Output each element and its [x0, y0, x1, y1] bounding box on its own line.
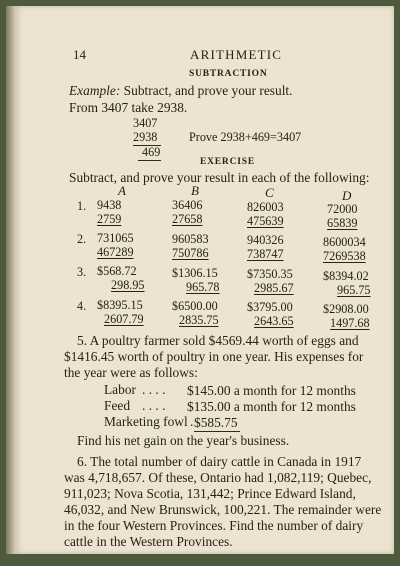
example-minuend: 3407: [133, 116, 158, 130]
expense-amount-labor: $145.00 a month for 12 months: [187, 383, 356, 398]
row4-b-bottom: 2835.75: [179, 313, 219, 327]
running-head: ARITHMETIC: [190, 47, 283, 62]
expense-total-rule: [194, 431, 240, 432]
row3-c-top: $7350.35: [247, 267, 293, 281]
column-header-a: A: [118, 183, 126, 198]
row2-a-top: 731065: [97, 231, 134, 245]
example-text: Subtract, and prove your result.: [123, 83, 293, 98]
exercise-instruction: Subtract, and prove your result in each of the following:: [69, 170, 370, 185]
row2-d-bottom: 7269538: [323, 249, 366, 263]
row1-b-top: 36406: [172, 198, 203, 212]
row3-a-bottom: 298.95: [111, 278, 145, 292]
row4-b-top: $6500.00: [172, 299, 218, 313]
row-label-3: 3.: [77, 265, 87, 279]
row3-b-top: $1306.15: [172, 266, 218, 280]
row1-c-top: 826003: [247, 200, 284, 214]
problem6-line-6: cattle in the Western Provinces.: [64, 534, 233, 549]
problem6-line-3: 911,023; Nova Scotia, 131,442; Prince Edward Island,: [64, 486, 356, 501]
example-proof: Prove 2938+469=3407: [189, 130, 302, 144]
example-line-2: From 3407 take 2938.: [69, 100, 188, 115]
problem5-closing: Find his net gain on the year's business.: [77, 433, 290, 448]
row3-d-bottom: 965.75: [337, 283, 371, 297]
column-header-d: D: [342, 188, 352, 203]
exercise-heading: EXERCISE: [200, 157, 255, 167]
expense-item-labor: Labor: [104, 382, 136, 397]
row3-b-bottom: 965.78: [186, 280, 220, 294]
example-line: [69, 83, 293, 99]
row3-c-bottom: 2985.67: [254, 281, 294, 295]
row1-a-bottom: 2759: [97, 212, 122, 226]
column-header-b: B: [191, 183, 199, 198]
row-label-1: 1.: [77, 199, 87, 213]
example-rule-2: [138, 160, 161, 161]
row4-a-bottom: 2607.79: [104, 312, 144, 326]
expense-item-marketing: Marketing fowl: [104, 414, 188, 429]
expense-dots-feed: . . . .: [142, 398, 166, 413]
example-subtrahend: 2938: [133, 130, 158, 144]
row4-d-top: $2908.00: [323, 302, 369, 316]
problem5-line-1: 5. A poultry farmer sold $4569.44 worth of eggs and: [77, 333, 359, 348]
row4-c-bottom: 2643.65: [254, 314, 294, 328]
problem6-line-4: 46,032, and New Brunswick, 100,221. The remainder were: [64, 502, 382, 517]
row1-d-bottom: 65839: [327, 216, 358, 230]
row4-c-top: $3795.00: [247, 300, 293, 314]
expense-dots-marketing: .: [190, 414, 194, 429]
row1-b-bottom: 27658: [172, 212, 203, 226]
expense-dots-labor: . . . .: [142, 382, 166, 397]
expense-amount-feed: $135.00 a month for 12 months: [187, 399, 356, 414]
problem6-line-5: in the four Western Provinces. Find the number of dairy: [64, 518, 364, 533]
row4-d-bottom: 1497.68: [330, 316, 370, 330]
row2-a-bottom: 467289: [97, 245, 134, 259]
row2-b-bottom: 750786: [172, 246, 209, 260]
row1-c-bottom: 475639: [247, 214, 284, 228]
row2-b-top: 960583: [172, 232, 209, 246]
expense-amount-marketing: $585.75: [194, 415, 238, 430]
section-heading: SUBTRACTION: [189, 69, 268, 79]
problem6-line-2: was 4,718,657. Of these, Ontario had 1,082,119; Quebec,: [64, 470, 372, 485]
problem5-line-2: $1416.45 worth of poultry in one year. His expenses for: [64, 349, 364, 364]
page-number: 14: [73, 47, 86, 62]
row-label-2: 2.: [77, 232, 87, 246]
row2-c-top: 940326: [247, 233, 284, 247]
expense-item-feed: Feed: [104, 398, 131, 413]
example-label: Example:: [69, 83, 121, 98]
column-header-c: C: [265, 185, 274, 200]
row3-d-top: $8394.02: [323, 269, 369, 283]
problem5-line-3: the year were as follows:: [64, 365, 198, 380]
example-difference: 469: [142, 145, 161, 159]
row1-a-top: 9438: [97, 198, 122, 212]
row3-a-top: $568.72: [97, 264, 137, 278]
book-page: [14, 6, 394, 554]
row2-d-top: 8600034: [323, 235, 366, 249]
row2-c-bottom: 738747: [247, 247, 284, 261]
problem6-line-1: 6. The total number of dairy cattle in Canada in 1917: [77, 454, 362, 469]
row1-d-top: 72000: [327, 202, 358, 216]
row-label-4: 4.: [77, 299, 87, 313]
row4-a-top: $8395.15: [97, 298, 143, 312]
